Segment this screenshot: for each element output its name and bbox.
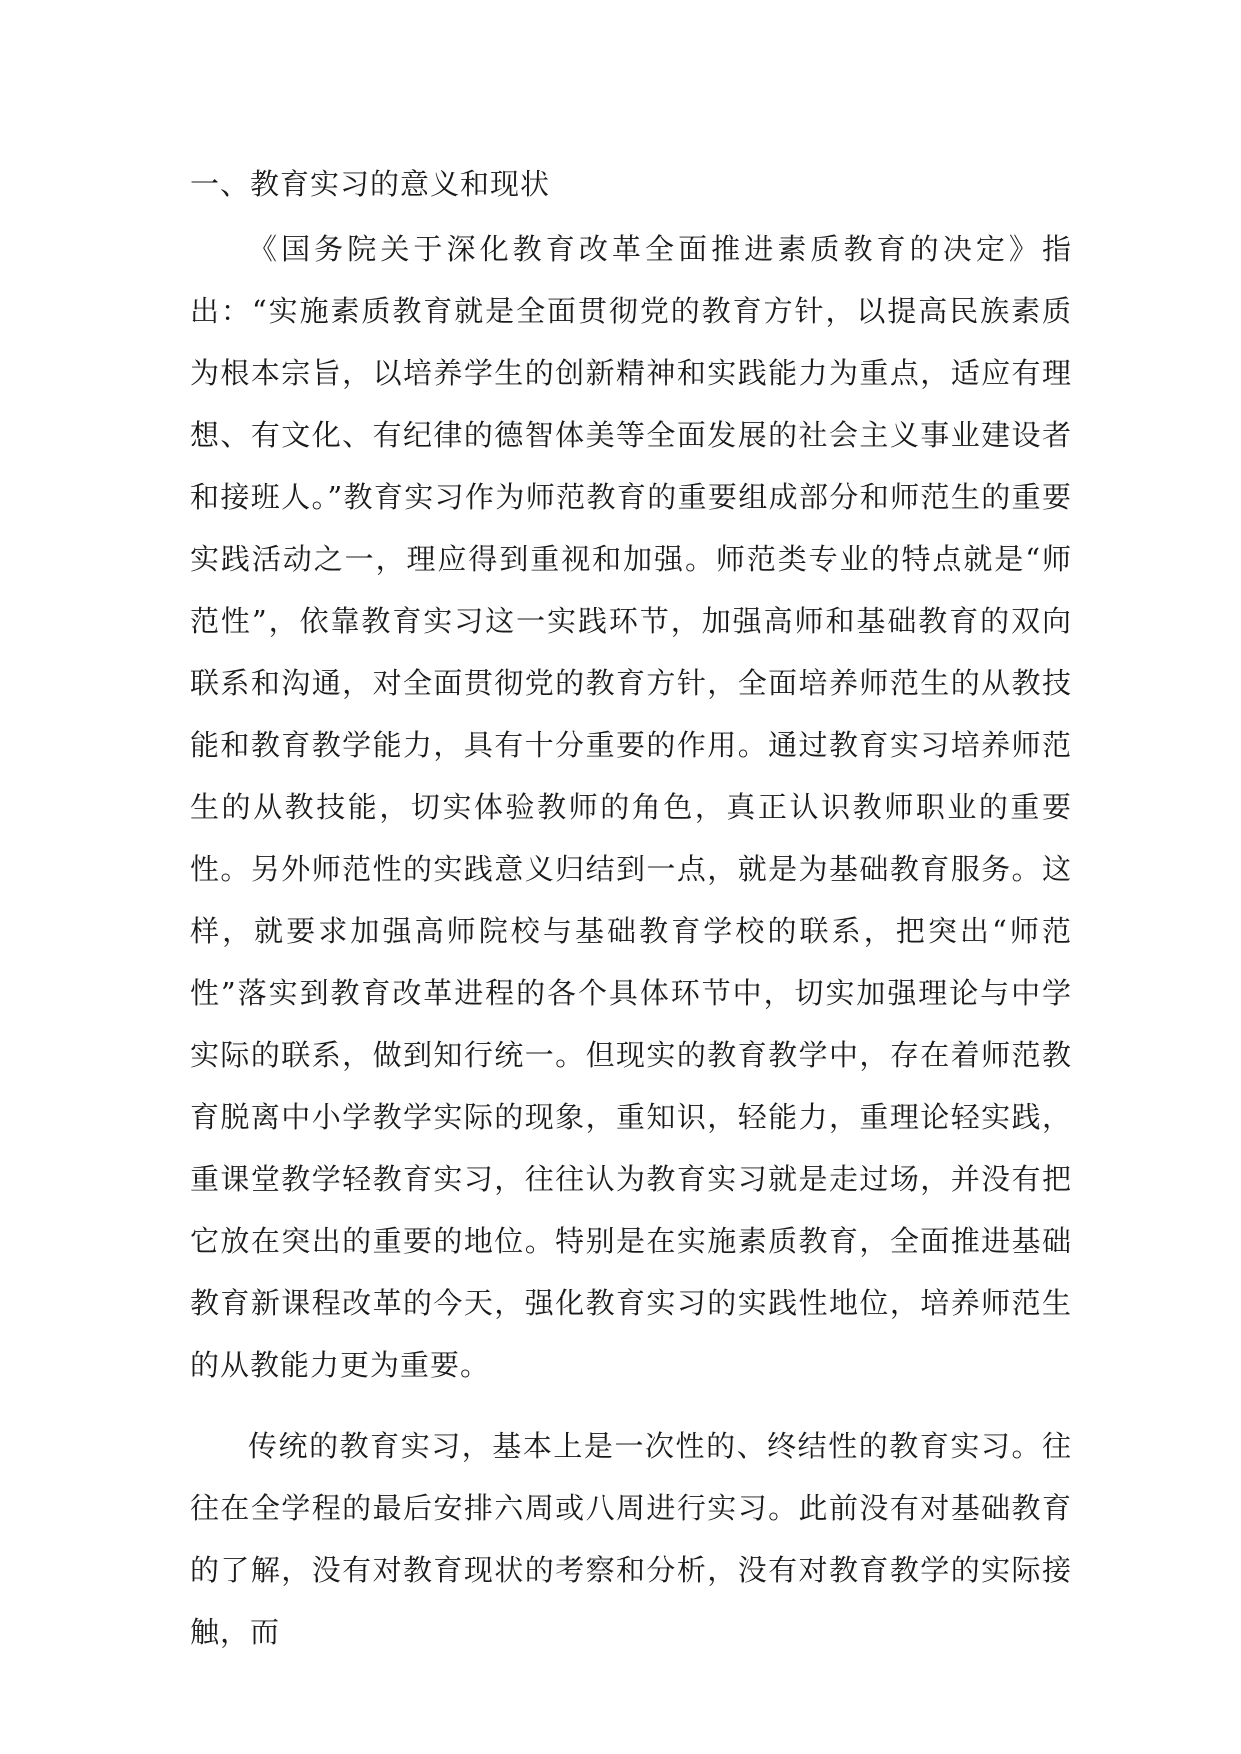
section-heading: 一、教育实习的意义和现状 xyxy=(190,167,551,201)
paragraph-2: 传统的教育实习，基本上是一次性的、终结性的教育实习。往往在全学程的最后安排六周或八周进行实习。此前没有对基础教育的了解，没有对教育现状的考察和分析，没有对教育教学的实际接触，而 xyxy=(190,1429,1072,1649)
document-body xyxy=(190,162,1072,1663)
paragraph-1: 《国务院关于深化教育改革全面推进素质教育的决定》指出：“实施素质教育就是全面贯彻党的教育方针，以提高民族素质为根本宗旨，以培养学生的创新精神和实践能力为重点，适应有理想、有文化、有纪律的德智体美等全面发展的社会主义事业建设者和接班人。”教育实习作为师范教育的重要组成部分和师范生的重要实践活动之一，理应得到重视和加强。师范类专业的特点就是“师范性”，依靠教育实习这一实践环节，加强高师和基础教育的双向联系和沟通，对全面贯彻党的教育方针，全面培养师范生的从教技能和教育教学能力，具有十分重要的作用。通过教育实习培养师范生的从教技能，切实体验教师的角色，真正认识教师职业的重要性。另外师范性的实践意义归结到一点，就是为基础教育服务。这样，就要求加强高师院校与基础教育学校的联系，把突出“师范性”落实到教育改革进程的各个具体环节中，切实加强理论与中学实际的联系，做到知行统一。但现实的教育教学中，存在着师范教育脱离中小学教学实际的现象，重知识，轻能力，重理论轻实践，重课堂教学轻教育实习，往往认为教育实习就是走过场，并没有把它放在突出的重要的地位。特别是在实施素质教育，全面推进基础教育新课程改革的今天，强化教育实习的实践性地位，培养师范生的从教能力更为重要。 xyxy=(190,232,1072,1382)
